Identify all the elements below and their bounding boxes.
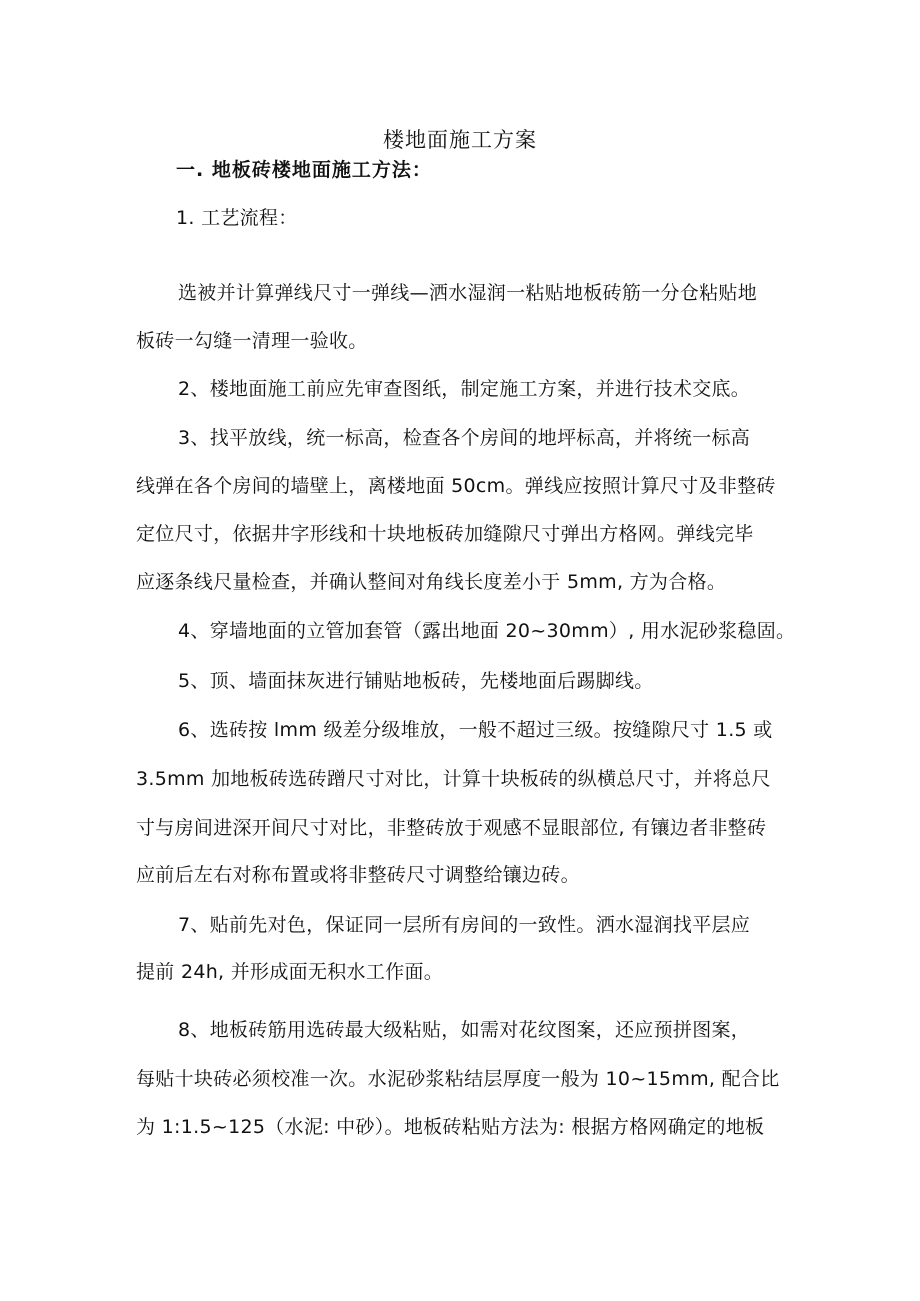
document-title: 楼地面施工方案 [383, 128, 537, 152]
paragraph-line: 1. 工艺流程： [176, 207, 298, 229]
paragraph-line: 线弹在各个房间的墙壁上，离楼地面 50cm。弹线应按照计算尺寸及非整砖 [136, 475, 776, 497]
paragraph-line: 寸与房间进深开间尺寸对比，非整砖放于观感不显眼部位, 有镶边者非整砖 [136, 817, 767, 839]
paragraph-line: 应前后左右对称布置或将非整砖尺寸调整给镶边砖。 [136, 864, 580, 886]
paragraph-line: 3.5mm 加地板砖选砖蹭尺寸对比，计算十块板砖的纵横总尺寸，并将总尺 [136, 768, 771, 790]
paragraph-line: 7、贴前先对色，保证同一层所有房间的一致性。洒水湿润找平层应 [178, 914, 751, 936]
paragraph-line: 应逐条线尺量检查，并确认整间对角线长度差小于 5mm, 方为合格。 [136, 571, 727, 593]
paragraph-line: 5、顶、墙面抹灰进行铺贴地板砖，先楼地面后踢脚线。 [178, 670, 654, 692]
paragraph-line: 板砖一勾缝一清理一验收。 [136, 330, 368, 352]
paragraph-line: 2、楼地面施工前应先审查图纸，制定施工方案，并进行技术交底。 [178, 378, 751, 400]
paragraph-line: 提前 24h, 并形成面无积水工作面。 [136, 961, 444, 983]
paragraph-line: 为 1:1.5~125（水泥: 中砂）。地板砖粘贴方法为: 根据方格网确定的地板 [136, 1116, 765, 1138]
paragraph-line: 定位尺寸，依据井字形线和十块地板砖加缝隙尺寸弹出方格网。弹线完毕 [136, 523, 754, 545]
paragraph-line: 选被并计算弹线尺寸一弹线—洒水湿润一粘贴地板砖筋一分仓粘贴地 [178, 282, 758, 304]
paragraph-line: 3、找平放线，统一标高，检查各个房间的地坪标高，并将统一标高 [178, 427, 751, 449]
paragraph-line: 6、选砖按 lmm 级差分级堆放，一般不超过三级。按缝隙尺寸 1.5 或 [178, 719, 773, 741]
paragraph-line: 8、地板砖筋用选砖最大级粘贴，如需对花纹图案，还应预拼图案， [178, 1019, 751, 1041]
paragraph-line: 每贴十块砖必须校准一次。水泥砂浆粘结层厚度一般为 10~15mm, 配合比 [136, 1068, 780, 1090]
paragraph-line: 4、穿墙地面的立管加套管（露出地面 20~30mm）, 用水泥砂浆稳固。 [178, 620, 796, 642]
section-heading: 一. 地板砖楼地面施工方法： [176, 159, 432, 181]
